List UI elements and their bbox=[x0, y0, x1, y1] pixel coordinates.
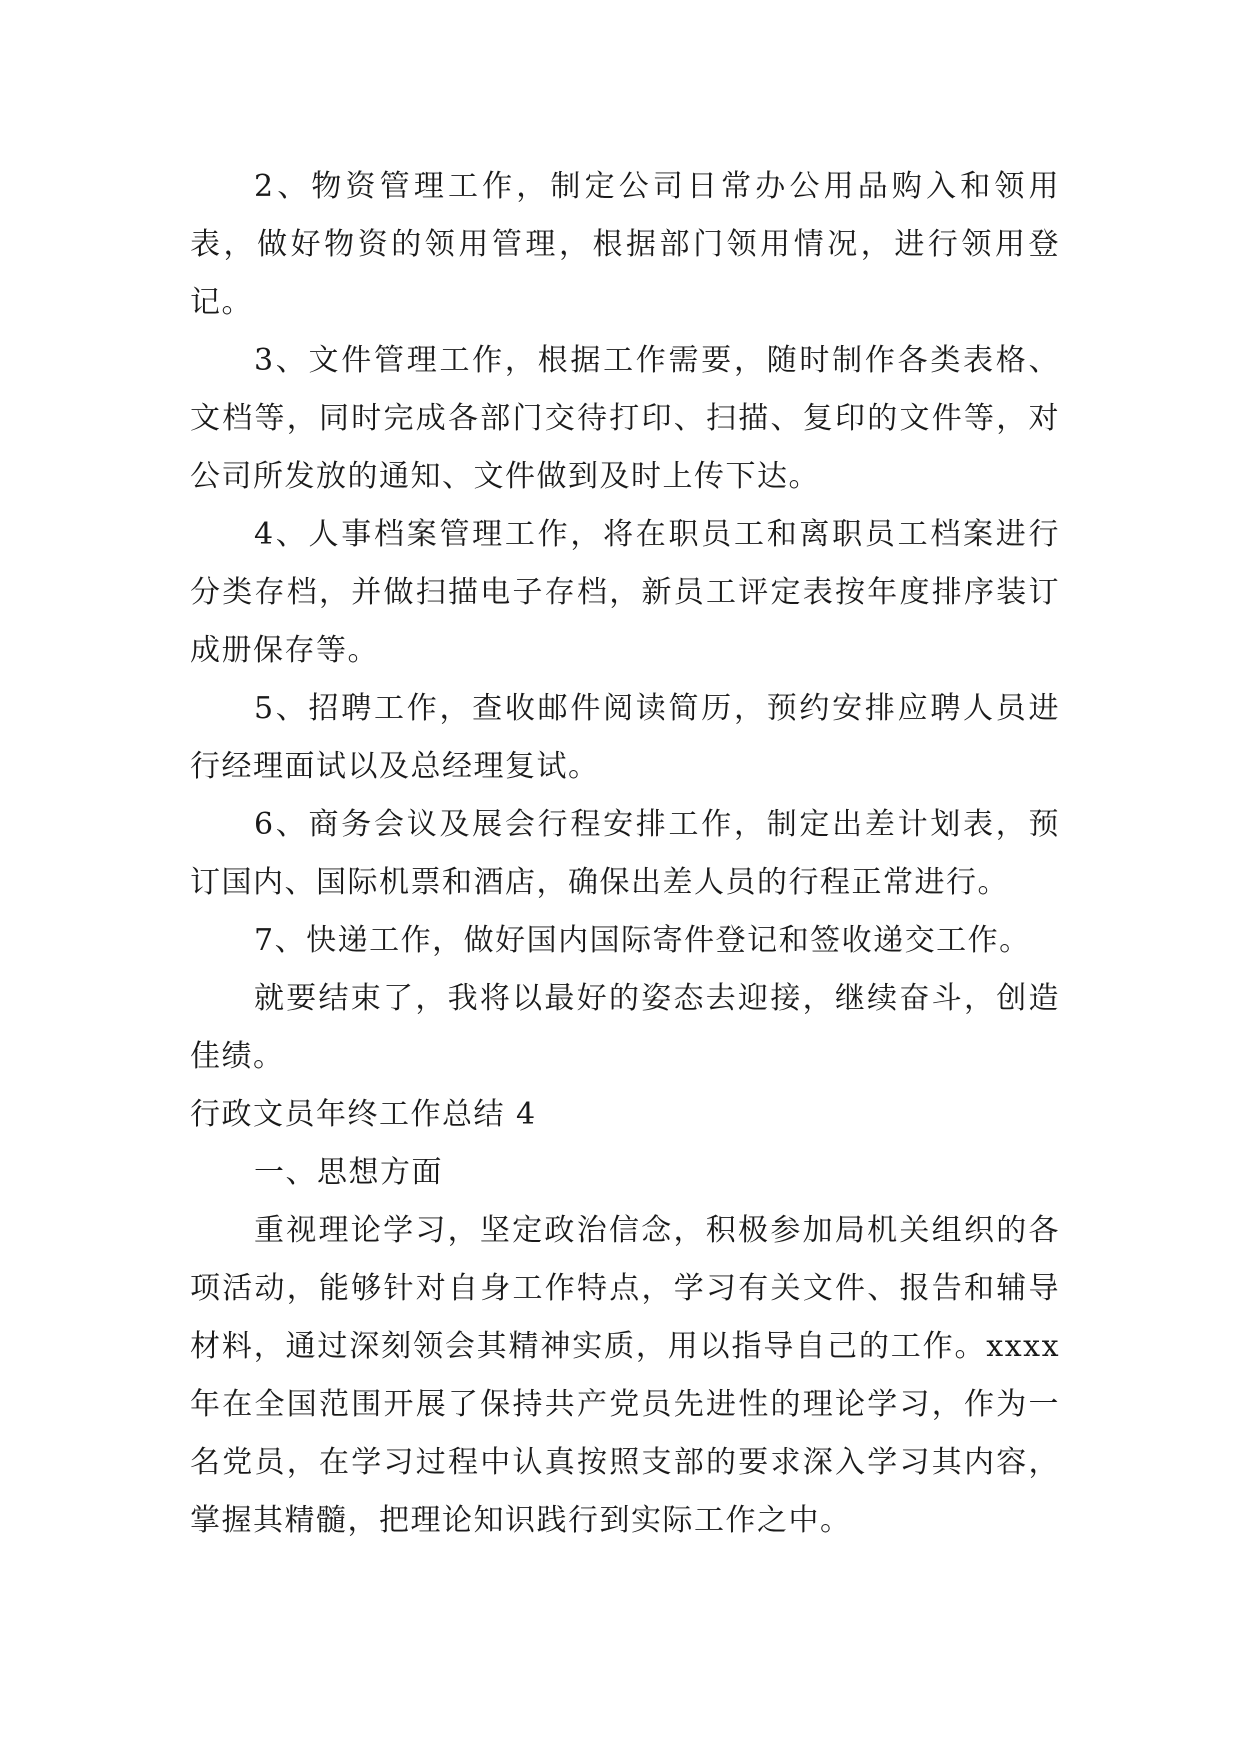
subsection-title: 一、思想方面 bbox=[254, 1155, 443, 1190]
section-paragraph: 重视理论学习，坚定政治信念，积极参加局机关组织的各项活动，能够针对自身工作特点，学习有关文件、报告和辅导材料，通过深刻领会其精神实质，用以指导自己的工作。xxxx 年在全国范围开展了保持共产党员先进性的理论学习，作为一名党员，在学习过程中认真按照支部的要求深入学习其内容，掌握其精髓，把理论知识践行到实际工作之中。 bbox=[190, 1213, 1060, 1538]
document-body bbox=[190, 158, 1060, 1550]
paragraph-item-3: 3、文件管理工作，根据工作需要，随时制作各类表格、文档等，同时完成各部门交待打印、扫描、复印的文件等，对公司所发放的通知、文件做到及时上传下达。 bbox=[190, 343, 1060, 494]
closing-paragraph: 就要结束了，我将以最好的姿态去迎接，继续奋斗，创造佳绩。 bbox=[190, 981, 1060, 1074]
paragraph-item-7: 7、快递工作，做好国内国际寄件登记和签收递交工作。 bbox=[254, 923, 1031, 958]
paragraph-item-2: 2、物资管理工作，制定公司日常办公用品购入和领用表，做好物资的领用管理，根据部门领用情况，进行领用登记。 bbox=[190, 169, 1060, 320]
paragraph-item-6: 6、商务会议及展会行程安排工作，制定出差计划表，预订国内、国际机票和酒店，确保出差人员的行程正常进行。 bbox=[190, 807, 1060, 900]
section-title: 行政文员年终工作总结 4 bbox=[190, 1097, 537, 1132]
paragraph-item-4: 4、人事档案管理工作，将在职员工和离职员工档案进行分类存档，并做扫描电子存档，新员工评定表按年度排序装订成册保存等。 bbox=[190, 517, 1060, 668]
paragraph-item-5: 5、招聘工作，查收邮件阅读简历，预约安排应聘人员进行经理面试以及总经理复试。 bbox=[190, 691, 1060, 784]
